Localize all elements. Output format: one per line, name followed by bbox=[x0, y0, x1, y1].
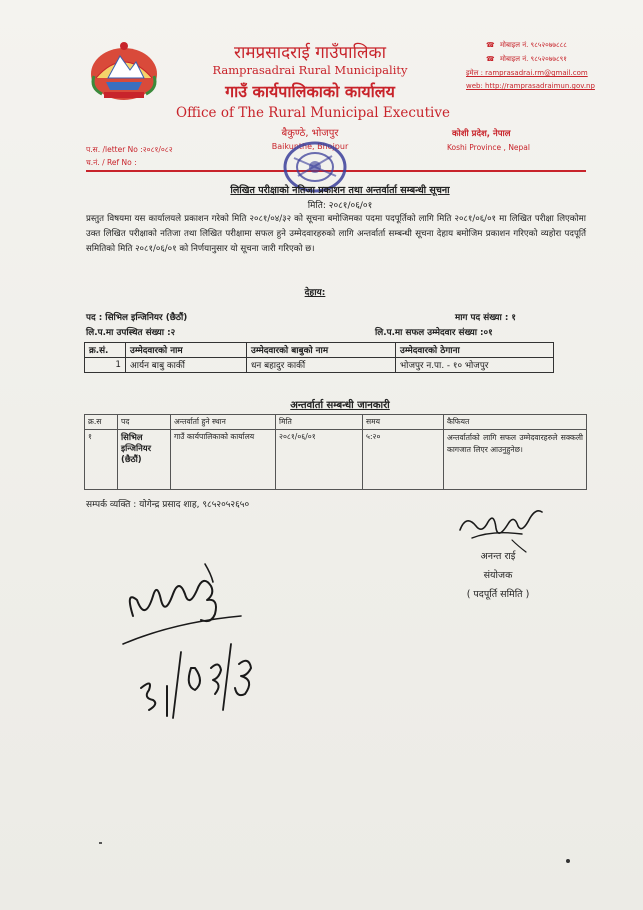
notice-body: प्रस्तुत विषयमा यस कार्यालयले प्रकाशन गरेको मिति २०८१/०४/३२ को सूचना बमोजिमका पदमा पदपूर्तिको लागि मिति २०८१/०६/०१ मा लिखित परीक्षा लिएकोमा उक्त लिखित परीक्षाको नतिजा तथा लिखित परीक्षामा सफल हुने उम्मेदवारहरुको लागि अन्तर्वार्ता सम्बन्धी सूचना देहाय बमोजिम प्रकाशन गरिएको व्यहोरा पदपूर्ति समितिको मिति २०८१/०६/०१ को निर्णयानुसार यो सूचना जारी गरिएको छ। bbox=[86, 214, 586, 254]
municipality-emblem-icon bbox=[84, 38, 164, 104]
interview-title: अन्तर्वार्ता सम्बन्धी जानकारी bbox=[290, 400, 390, 411]
int-cell-sn: १ bbox=[85, 430, 118, 490]
int-cell-remarks: अन्तर्वार्ताको लागि सफल उम्मेदवारहरुले सक्कली कागजात लिएर आउनुहुनेछ। bbox=[444, 430, 587, 490]
int-cell-place: गाउँ कार्यपालिकाको कार्यालय bbox=[171, 430, 276, 490]
int-header-post: पद bbox=[118, 415, 171, 430]
int-header-sn: क्र.स bbox=[85, 415, 118, 430]
int-header-date: मिति bbox=[276, 415, 363, 430]
cell-name: आर्यन बाबु कार्की bbox=[126, 358, 247, 373]
cell-sn: 1 bbox=[85, 358, 126, 373]
cell-father: धन बहादुर कार्की bbox=[247, 358, 396, 373]
title-nepali: रामप्रसादराई गाउँपालिका bbox=[234, 43, 386, 63]
signatory-committee: ( पदपूर्ति समिति ) bbox=[466, 589, 530, 600]
col-header-father: उम्मेदवारको बाबुको नाम bbox=[247, 343, 396, 358]
present-count: लि.प.मा उपस्थित संख्या :२ bbox=[86, 328, 176, 338]
result-table bbox=[84, 342, 554, 373]
coordinator-signature bbox=[452, 500, 552, 556]
interview-table bbox=[84, 414, 587, 490]
cell-address: भोजपुर न.पा. - १० भोजपुर bbox=[396, 358, 554, 373]
int-cell-time: ५:२० bbox=[363, 430, 444, 490]
int-header-place: अन्तर्वार्ता हुने स्थान bbox=[171, 415, 276, 430]
demand-count: माग पद संख्या : १ bbox=[455, 313, 516, 323]
col-header-address: उम्मेदवारको ठेगाना bbox=[396, 343, 554, 358]
notice-date: मिति: २०८१/०६/०१ bbox=[307, 201, 373, 211]
contact-person: सम्पर्क व्यक्ति : योगेन्द्र प्रसाद शाह, ९८५२०५२६५० bbox=[86, 500, 250, 510]
int-cell-post: सिभिल इन्जिनियर (छैठौं) bbox=[118, 430, 171, 490]
page-speck bbox=[566, 859, 570, 863]
letter-number: प.स. /letter No :२०८१/०८२ bbox=[86, 145, 173, 154]
dehay-heading: देहाय: bbox=[304, 288, 326, 298]
province-english: Koshi Province , Nepal bbox=[447, 143, 530, 152]
website: web: http://ramprasadraimun.gov.np bbox=[466, 82, 595, 90]
reference-number: च.नं. / Ref No : bbox=[86, 158, 137, 167]
interview-table-header bbox=[85, 415, 587, 430]
email: इमेल : ramprasadrai.rm@gmail.com bbox=[466, 69, 588, 77]
mobile-1: मोबाइल नं. ९८५२०७७८८८ bbox=[500, 41, 567, 49]
signatory-name: अनन्त राई bbox=[480, 551, 516, 562]
office-english: Office of The Rural Municipal Executive bbox=[176, 105, 450, 121]
int-header-time: समय bbox=[363, 415, 444, 430]
handwritten-initials-date bbox=[115, 560, 265, 720]
notice-title: लिखित परीक्षाको नतिजा प्रकाशन तथा अन्तर्वार्ता सम्बन्धी सूचना bbox=[230, 185, 450, 196]
table-row bbox=[85, 430, 587, 490]
col-header-name: उम्मेदवारको नाम bbox=[126, 343, 247, 358]
office-nepali: गाउँ कार्यपालिकाको कार्यालय bbox=[225, 82, 395, 101]
int-header-remarks: कैफियत bbox=[444, 415, 587, 430]
title-english: Ramprasadrai Rural Municipality bbox=[212, 63, 408, 77]
int-cell-date: २०८१/०६/०१ bbox=[276, 430, 363, 490]
page-speck-2 bbox=[99, 842, 102, 844]
place-english: Baikunthe, Bhojpur bbox=[271, 142, 349, 151]
province-nepali: कोशी प्रदेश, नेपाल bbox=[452, 129, 511, 139]
table-row bbox=[85, 358, 554, 373]
post-label: पद : सिभिल इन्जिनियर (छैठौं) bbox=[86, 313, 188, 323]
col-header-sn: क्र.सं. bbox=[85, 343, 126, 358]
phone-icon: ☎ bbox=[486, 41, 495, 49]
phone-icon-2: ☎ bbox=[486, 55, 495, 63]
result-table-header bbox=[85, 343, 554, 358]
mobile-2: मोबाइल नं. ९८५२०७७८९१ bbox=[500, 55, 567, 63]
passed-count: लि.प.मा सफल उम्मेदवार संख्या :०१ bbox=[375, 328, 493, 338]
signatory-role: संयोजक bbox=[483, 570, 513, 581]
place-nepali: बैकुण्ठे, भोजपुर bbox=[281, 128, 339, 139]
